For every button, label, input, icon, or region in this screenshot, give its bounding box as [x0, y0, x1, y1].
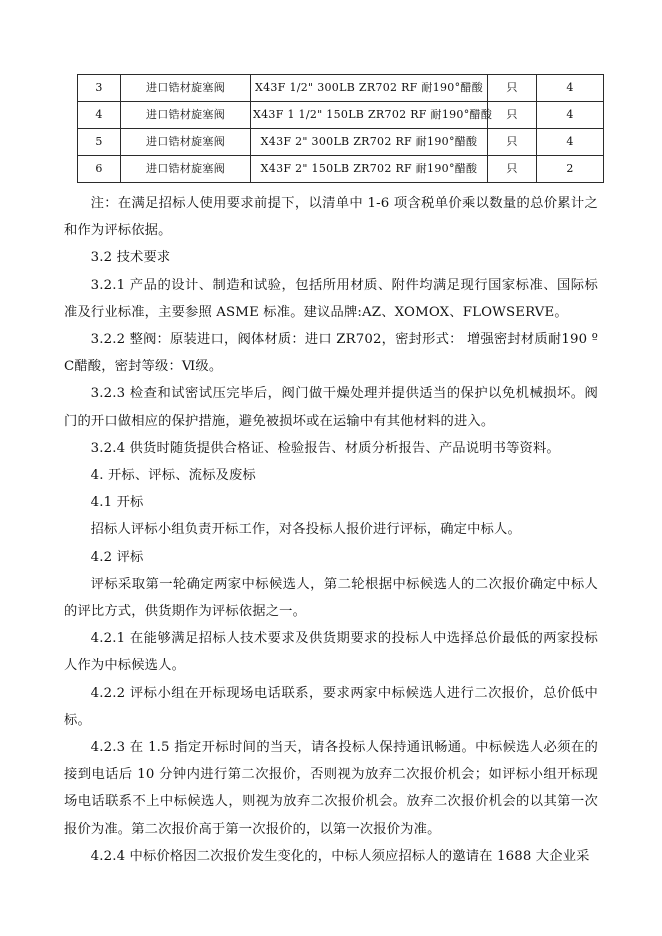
table-row [78, 102, 604, 129]
cell-item-unit: 只 [488, 102, 537, 129]
heading-4-2: 4.2 评标 [90, 549, 144, 565]
table-body [78, 75, 604, 183]
heading-3-2: 3.2 技术要求 [90, 250, 171, 266]
clause-3-2-4: 3.2.4 供货时随货提供合格证、检验报告、材质分析报告、产品说明书等资料。 [90, 440, 560, 456]
bill-of-materials-table [77, 74, 582, 183]
cell-item-qty: 2 [537, 156, 604, 183]
cell-item-spec: X43F 2" 300LB ZR702 RF 耐190°醋酸 [251, 129, 488, 156]
cell-item-no: 6 [78, 156, 121, 183]
clause-4-2-4: 4.2.4 中标价格因二次报价发生变化的，中标人须应招标人的邀请在 1688 大企业采 [90, 848, 590, 864]
table-row [78, 129, 604, 156]
clause-3-2-3: 3.2.3 检查和试密试压完毕后，阀门做干燥处理并提供适当的保护以免机械损坏。阀门的开口做相应的保护措施，避免被损坏或在运输中有其他材料的进入。 [64, 386, 598, 429]
cell-item-no: 4 [78, 102, 121, 129]
cell-item-name: 进口锆材旋塞阀 [121, 102, 251, 129]
cell-item-name: 进口锆材旋塞阀 [121, 129, 251, 156]
table-row [78, 156, 604, 183]
heading-4-1: 4.1 开标 [90, 495, 144, 511]
table-note: 注：在满足招标人使用要求前提下，以清单中 1-6 项含税单价乘以数量的总价累计之和作为评标依据。 [64, 196, 598, 239]
cell-item-spec: X43F 1/2" 300LB ZR702 RF 耐190°醋酸 [251, 75, 488, 102]
table-row [78, 75, 604, 102]
clause-4-2-3: 4.2.3 在 1.5 指定开标时间的当天，请各投标人保持通讯畅通。中标候选人必须在的接到电话后 10 分钟内进行第二次报价，否则视为放弃二次报价机会；如评标小组开标现场电话联系不上中标候选人，则视为放弃二次报价机会。放弃二次报价机会的以其第一次报价为准。第二次报价高于第一次报价的，以第一次报价为准。 [64, 740, 598, 837]
clause-4-2-body: 评标采取第一轮确定两家中标候选人，第二轮根据中标候选人的二次报价确定中标人的评比方式，供货期作为评标依据之一。 [64, 576, 598, 620]
cell-item-name: 进口锆材旋塞阀 [121, 156, 251, 183]
clause-3-2-2: 3.2.2 整阀：原装进口，阀体材质：进口 ZR702，密封形式： 增强密封材质耐190 ºC醋酸，密封等级：Ⅵ级。 [64, 332, 598, 375]
cell-item-qty: 4 [537, 75, 604, 102]
cell-item-unit: 只 [488, 129, 537, 156]
document-body [64, 190, 598, 870]
cell-item-unit: 只 [488, 156, 537, 183]
cell-item-qty: 4 [537, 129, 604, 156]
cell-item-spec: X43F 1 1/2" 150LB ZR702 RF 耐190°醋酸 [251, 102, 488, 129]
cell-item-unit: 只 [488, 75, 537, 102]
cell-item-no: 5 [78, 129, 121, 156]
clause-4-1-body: 招标人评标小组负责开标工作，对各投标人报价进行评标，确定中标人。 [90, 522, 521, 538]
cell-item-no: 3 [78, 75, 121, 102]
cell-item-qty: 4 [537, 102, 604, 129]
clause-4-2-2: 4.2.2 评标小组在开标现场电话联系，要求两家中标候选人进行二次报价，总价低中标。 [64, 685, 598, 728]
cell-item-spec: X43F 2" 150LB ZR702 RF 耐190°醋酸 [251, 156, 488, 183]
clause-3-2-1: 3.2.1 产品的设计、制造和试验，包括所用材质、附件均满足现行国家标准、国际标准及行业标准，主要参照 ASME 标准。建议品牌:AZ、XOMOX、FLOWSERVE。 [64, 277, 598, 320]
cell-item-name: 进口锆材旋塞阀 [121, 75, 251, 102]
heading-4: 4. 开标、评标、流标及废标 [90, 468, 256, 484]
clause-4-2-1: 4.2.1 在能够满足招标人技术要求及供货期要求的投标人中选择总价最低的两家投标人作为中标候选人。 [64, 631, 598, 674]
